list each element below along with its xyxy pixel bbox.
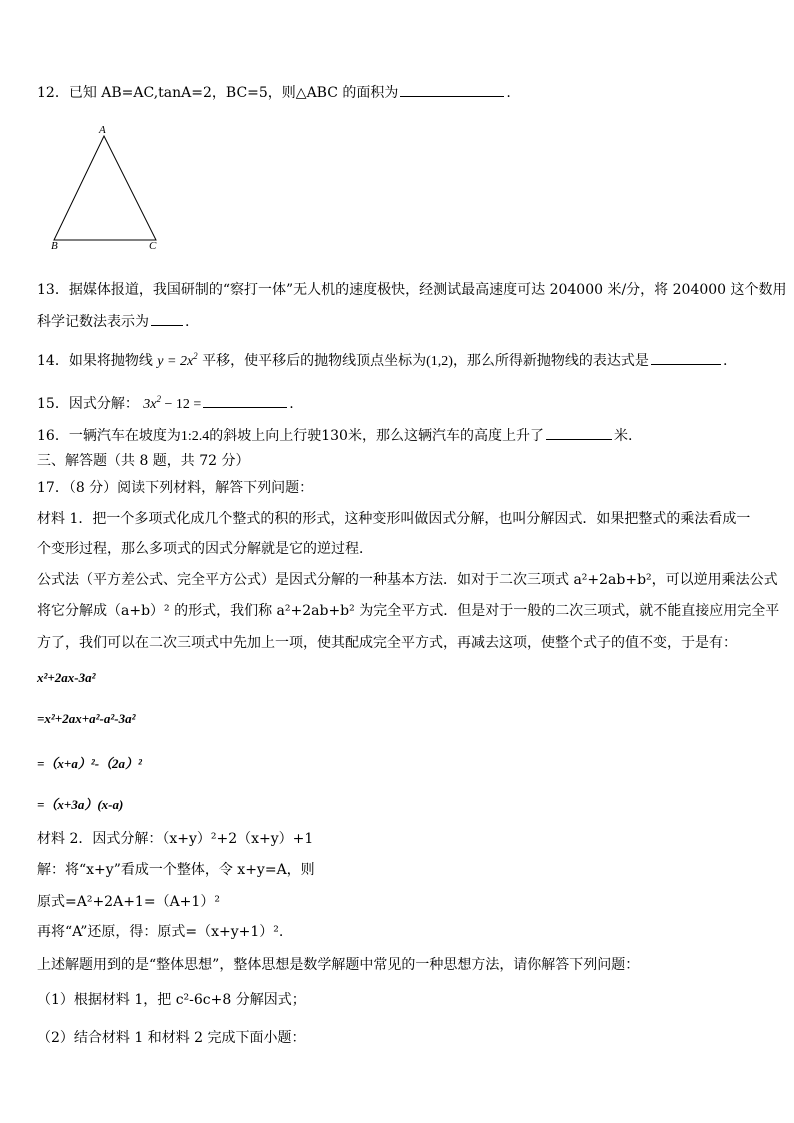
summary-line: 上述解题用到的是“整体思想”，整体思想是数学解题中常见的一种思想方法，请你解答下列问题： (37, 957, 640, 973)
q14-point: (1,2) (426, 354, 453, 369)
question-13-line1: 13．据媒体报道，我国研制的“察打一体”无人机的速度极快，经测试最高速度可达 204000 米/分，将 204000 这个数用 (37, 282, 787, 298)
question-16: 16．一辆汽车在坡度为1:2.4的斜坡上向上行驶130米，那么这辆汽车的高度上升了 米. (37, 425, 632, 447)
material-2-line2: 解：将“x+y”看成一个整体，令 x+y=A，则 (37, 862, 315, 878)
material-2-line1: 材料 2．因式分解：（x+y）²+2（x+y）+1 (37, 831, 314, 847)
question-15: 15．因式分解： $3x^2 - 12$ = . (37, 394, 294, 412)
vertex-label-c: C (149, 240, 157, 252)
vertex-label-a: A (99, 124, 106, 136)
question-17-title: 17．（8 分）阅读下列材料，解答下列问题： (37, 480, 314, 496)
derivation-step-3: =（x+a）²-（2a）² (37, 756, 142, 771)
derivation-step-4: =（x+3a）(x-a) (37, 797, 124, 812)
question-13-line2: 科学记数法表示为 . (37, 311, 189, 332)
triangle-figure (44, 120, 174, 255)
material-2-line3: 原式=A²+2A+1=（A+1）² (37, 894, 220, 910)
q14-formula: $y = 2x^2$ (157, 351, 198, 369)
formula-method-line3: 方了，我们可以在二次三项式中先加上一项，使其配成完全平方式，再减去这项，使整个式子的值不变，于是有： (37, 635, 737, 651)
q12-text: 12．已知 AB=AC,tanA=2，BC=5，则△ABC 的面积为 (37, 85, 399, 101)
sub-question-1: （1）根据材料 1，把 c²-6c+8 分解因式； (37, 992, 306, 1008)
q16-ratio: 1:2.4 (180, 429, 210, 444)
formula-method-line2: 将它分解成（a+b）² 的形式，我们称 a²+2ab+b² 为完全平方式．但是对于一般的二次三项式，就不能直接应用完全平 (37, 603, 780, 619)
material-1-line2: 个变形过程，那么多项式的因式分解就是它的逆过程． (37, 541, 373, 557)
question-12: 12．已知 AB=AC,tanA=2，BC=5，则△ABC 的面积为 . (37, 82, 511, 103)
q15-answer-blank[interactable] (203, 393, 287, 408)
q15-formula: $3x^2 - 12$ = (143, 394, 202, 412)
sub-question-2: （2）结合材料 1 和材料 2 完成下面小题： (37, 1030, 306, 1046)
derivation-step-1: x²+2ax-3a² (37, 670, 96, 685)
formula-method-line1: 公式法（平方差公式、完全平方公式）是因式分解的一种基本方法．如对于二次三项式 a²+2ab+b²，可以逆用乘法公式 (37, 572, 778, 588)
q14-answer-blank[interactable] (651, 350, 721, 365)
question-14: 14．如果将抛物线 $y = 2x^2$ 平移，使平移后的抛物线顶点坐标为(1,2)，那么所得新抛物线的表达式是 . (37, 351, 728, 369)
material-1-line1: 材料 1．把一个多项式化成几个整式的积的形式，这种变形叫做因式分解，也叫分解因式．如果把整式的乘法看成一 (37, 511, 751, 527)
section-heading: 三、解答题（共 8 题，共 72 分） (37, 453, 250, 469)
q13-answer-blank[interactable] (151, 311, 183, 326)
material-2-line4: 再将“A”还原，得：原式=（x+y+1）². (37, 924, 284, 940)
derivation-step-2: =x²+2ax+a²-a²-3a² (37, 711, 136, 726)
q12-answer-blank[interactable] (400, 82, 504, 97)
vertex-label-b: B (51, 240, 58, 252)
q16-answer-blank[interactable] (546, 425, 612, 440)
